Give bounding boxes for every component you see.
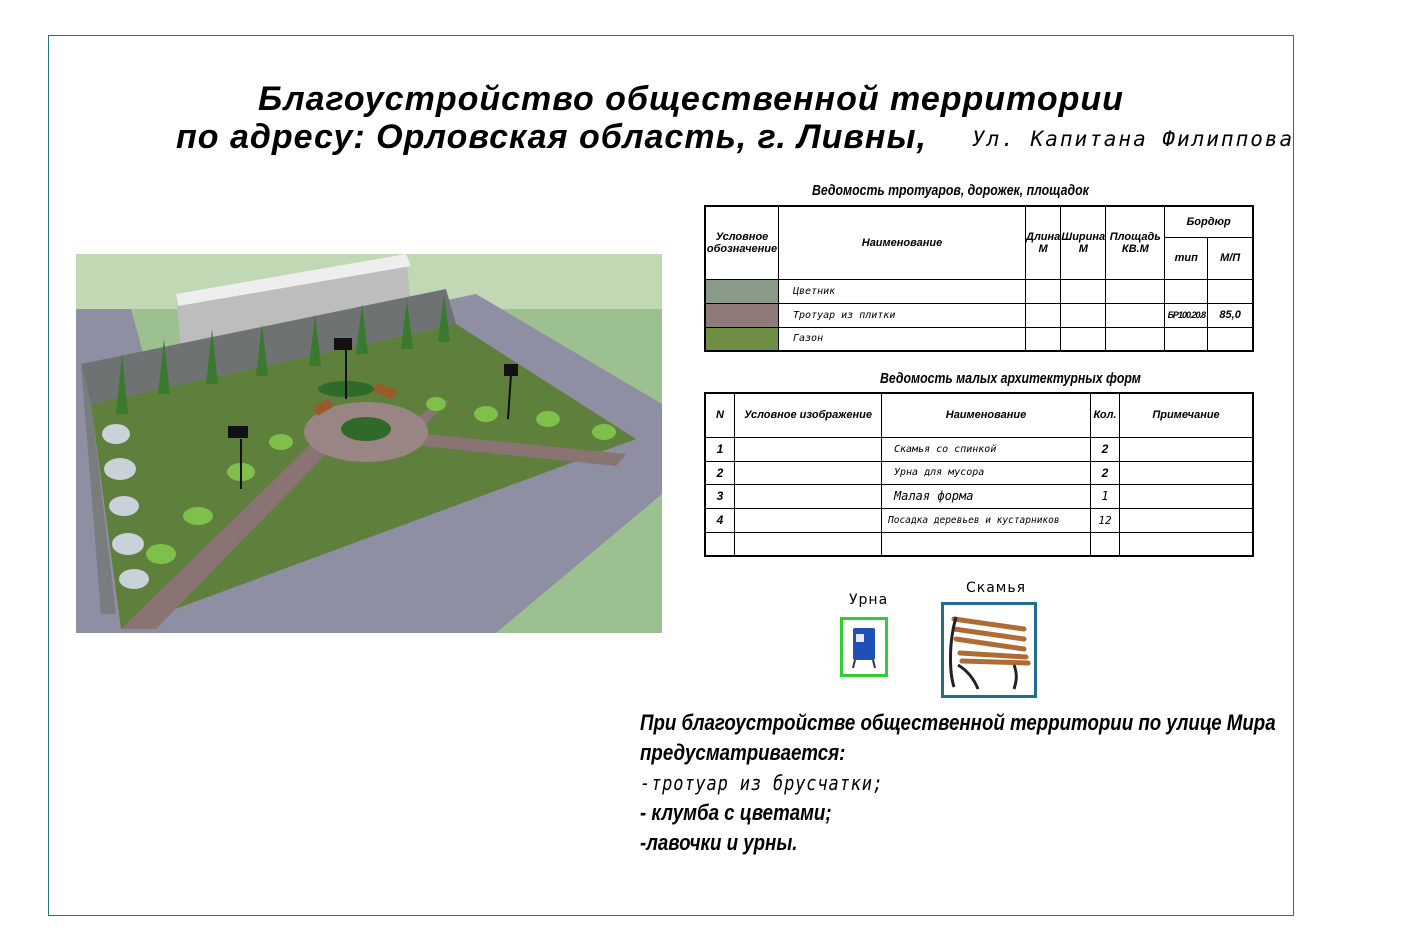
header-length: Длина М — [1026, 206, 1061, 279]
header-name: Наименование — [779, 206, 1026, 279]
table-row: Цветник — [705, 279, 1253, 303]
bench-label: Скамья — [966, 580, 1027, 596]
table-row: 4 Посадка деревьев и кустарников 12 — [705, 508, 1253, 532]
header-border-mp: М/П — [1208, 237, 1253, 279]
table-row: 2 Урна для мусора 2 — [705, 461, 1253, 484]
swatch-paving — [705, 303, 779, 327]
flower-bed — [341, 417, 391, 441]
urn-label: Урна — [849, 592, 889, 608]
bench-icon — [944, 605, 1034, 695]
title-line-1: Благоустройство общественной территории — [258, 80, 1124, 118]
notes-line-2: предусматривается: — [640, 740, 846, 765]
header-qty: Кол. — [1091, 393, 1120, 437]
title-street: Ул. Капитана Филиппова — [972, 127, 1295, 151]
notes-block — [640, 708, 1276, 858]
swatch-flowerbed — [705, 279, 779, 303]
table-row: 1 Скамья со спинкой 2 — [705, 437, 1253, 461]
table-row: 3 Малая форма 1 — [705, 484, 1253, 508]
swatch-lawn — [705, 327, 779, 351]
table-row: Тротуар из плитки БР100.20.8 85,0 — [705, 303, 1253, 327]
sidewalks-table — [704, 205, 1254, 352]
small-forms-table — [704, 392, 1254, 557]
header-image: Условное изображение — [735, 393, 882, 437]
header-width: Ширина М — [1061, 206, 1106, 279]
header-area: Площадь КВ.М — [1106, 206, 1165, 279]
header-note: Примечание — [1120, 393, 1254, 437]
header-border: Бордюр — [1165, 206, 1253, 237]
header-item-name: Наименование — [882, 393, 1091, 437]
notes-item-1: -тротуар из брусчатки; — [640, 771, 884, 795]
title-line-2: по адресу: Орловская область, г. Ливны, — [176, 118, 927, 156]
header-n: N — [705, 393, 735, 437]
notes-item-3: -лавочки и урны. — [640, 830, 798, 855]
table-row — [705, 532, 1253, 556]
header-symbol: Условное обозначение — [705, 206, 779, 279]
notes-item-2: - клумба с цветами; — [640, 800, 832, 825]
urn-image — [840, 617, 888, 677]
territory-render — [76, 254, 662, 633]
bench-image — [941, 602, 1037, 698]
table-row: Газон — [705, 327, 1253, 351]
urn-icon — [843, 620, 885, 674]
notes-line-1: При благоустройстве общественной территории по улице Мира — [640, 710, 1276, 735]
table1-caption: Ведомость тротуаров, дорожек, площадок — [812, 182, 1089, 199]
table2-caption: Ведомость малых архитектурных форм — [880, 370, 1141, 387]
header-border-type: тип — [1165, 237, 1208, 279]
